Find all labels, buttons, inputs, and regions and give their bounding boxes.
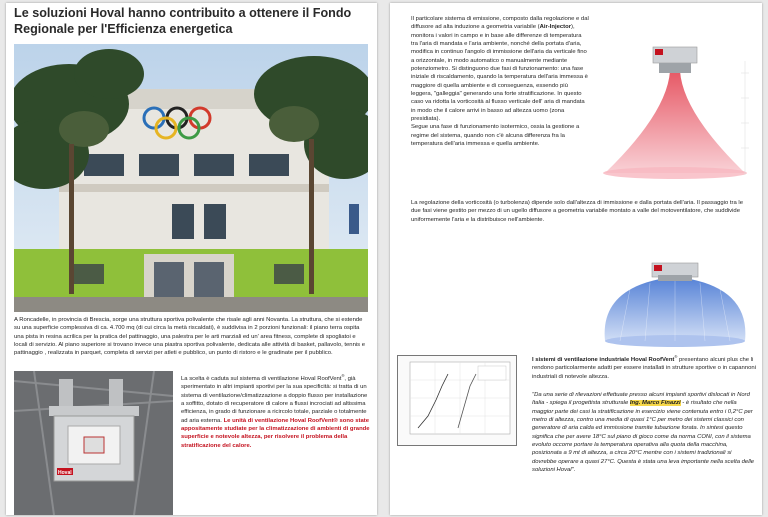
roofvent-unit-photo [14, 371, 173, 515]
air-injector-paragraph: Il particolare sistema di emissione, composto dalla regolazione e dal diffusore ad alta induzione a geometria variabile (Air-Injector), monitora i valori in campo e in base alle differenze di temperatura tra l'aria di mandata e l'aria ambiente, nonché della portata d'aria, modifica in continuo l'angolo di immissione dell'aria da verticale fino a orizzontale, in modo automatico o manualmente mediante potenziometro. Si distinguono due fasi di funzionamento: una fase iniziale di riscaldamento, quando la temperatura dell'aria immessa è maggiore di quella ambiente e di conseguenza, essendo più leggera, "galleggia" generando una forte stratificazione. In questo caso va ridotta la vorticosità al flusso verticale dell' aria di mandata in modo che il calore arrivi in basso ad altezza uomo (zona presidiata). Segue una fase di funzionamento isotermico, ossia la gestione a regime del sistema, quando non c'è alcuna differenza fra la temperatura dell'aria immessa e quella ambiente. [411, 16, 589, 148]
intro-paragraph: A Roncadelle, in provincia di Brescia, sorge una struttura sportiva polivalente che risale agli anni Novanta. La struttura, che si estende su una superficie complessiva di ca. 4.700 mq (di cui circa la metà riscaldati), è suddivisa in 2 porzioni funzionali: il piano terra ospita una pista in resina acrilica per la pratica del pattinaggio, una palestra per le arti marziali ed un' area fitness, complete di spogliatoi e locali di servizio. Al piano superiore si trovano invece una piastra sportiva polivalente, dedicata alle attività di basket, pallavolo, tennis e pattinaggio , realizzata in parquet, completa di servizi per atleti e pubblico, un punto di ristoro e le gradinate per il pubblico. [14, 317, 366, 357]
stratification-chart [397, 355, 517, 446]
roofvent-paragraph: La scelta è caduta sul sistema di ventilazione Hoval RoofVent®, già sperimentato in altri impianti sportivi per la sua specificità: si tratta di un sistema di ventilazione/climatizzazione a doppio flusso per installazione a soffitto, dotato di recuperatore di calore a flussi incrociati ad altissima efficienza, in grado di funzionare a ricircolo totale, parziale o totalmente ad aria esterna. Le unità di ventilazione Hoval RoofVent® sono state appositamente studiate per la climatizzazione di ambienti di grande superficie e notevole altezza, per risolvere il problema della stratificazione del calore. [181, 373, 370, 449]
unit-brand-label: Hoval [58, 470, 72, 476]
isothermal-phase-diagram [590, 261, 760, 351]
vorticity-paragraph: La regolazione della vorticosità (o turbolenza) dipende solo dall'altezza di immissione e dalla portata dell'aria. Il passaggio tra le due fasi viene gestito per mezzo di un ugello diffusore a geometria variabile montato a valle del motoventilatore, che suddivide uniformemente l'aria e la distribuisce nell'ambiente. [411, 200, 743, 223]
sports-center-photo [14, 44, 368, 312]
roofvent-plus-paragraph: I sistemi di ventilazione industriale Hoval RoofVent® presentano alcuni plus che li rendono particolarmente adatti per essere installati in strutture sportive o in capannoni industriali di notevole altezza. [532, 354, 756, 380]
quote-paragraph: "Da una serie di rilevazioni effettuate presso alcuni impianti sportivi dislocati in Nord Italia - spiega il progettista strutturale Ing. Marco Finazzi - è risultato che nella maggior parte dei casi la stratificazione in esercizio viene contenuta entro i 0,2°C per metro di altezza, contro una media di quasi 1°C per metro dei sistemi classici con generatore di aria calda ed immissione tramite tubazione forata. In sintesi questo significa che per avere 18°C sul piano di gioco come da norma CONI, con il sistema evoluto occorre portare la temperatura operativa alla quota della macchina, posizionata a 9 mt di altezza, a circa 20°C mentre con i sistemi tradizionali si dovrebbe operare a quasi 27°C. Questa è stata una leva importante nella scelta delle soluzioni Hoval". [532, 392, 755, 474]
article-title: Le soluzioni Hoval hanno contribuito a ottenere il Fondo Regionale per l'Efficienza energetica [14, 6, 352, 36]
engineer-name-highlight: Ing. Marco Finazzi [629, 400, 681, 407]
heating-phase-diagram [595, 43, 760, 181]
left-page [6, 3, 377, 515]
right-page [390, 3, 762, 515]
